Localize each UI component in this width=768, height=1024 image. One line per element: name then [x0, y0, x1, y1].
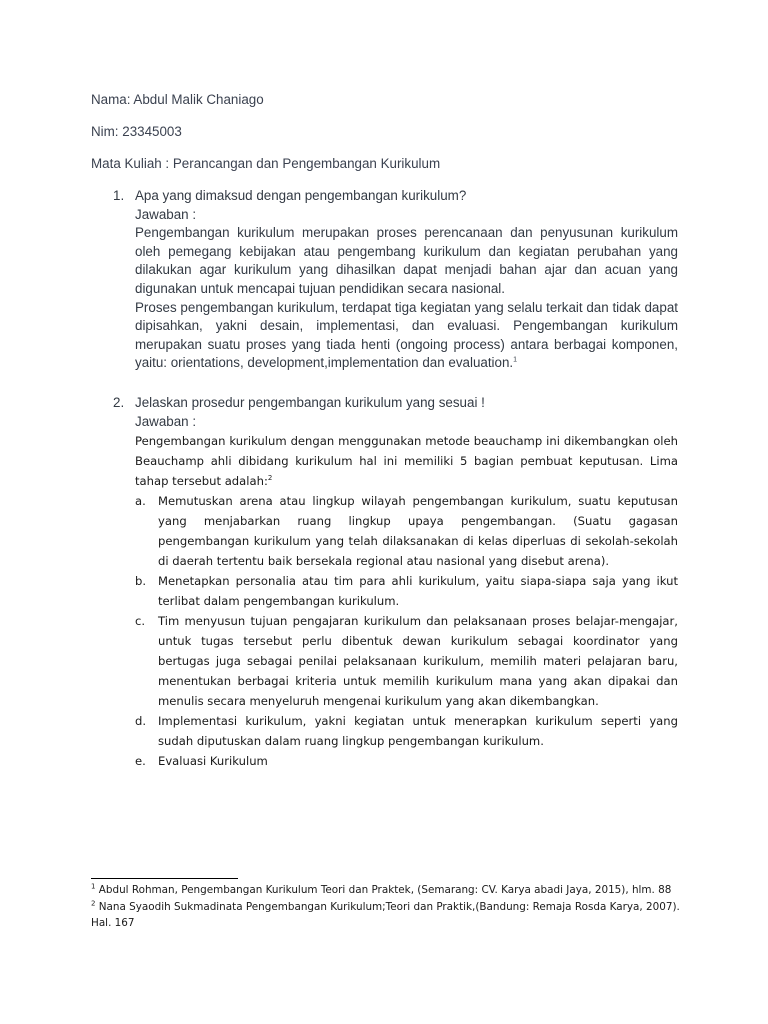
list-item-e [135, 751, 678, 771]
list-marker: a. [135, 494, 146, 509]
list-item-text: Implementasi kurikulum, yakni kegiatan untuk menerapkan kurikulum seperti yang sudah diputuskan dalam ruang lingkup pengembangan kurikulum. [158, 714, 678, 749]
list-marker: b. [135, 574, 147, 589]
list-item-text: Tim menyusun tujuan pengajaran kurikulum dan pelaksanaan proses belajar-mengajar, untuk tugas tersebut perlu dibentuk dewan kurikulum sebagai koordinator yang bertugas juga sebagai penilai pelaksanaan kurikulum, memilih materi pelajaran baru, menentukan berbagai kriteria untuk memilih kurikulum mana yang akan dipakai dan menulis secara menyeluruh mengenai kurikulum yang akan dikembangkan. [158, 614, 678, 709]
question-1-answer-label: Jawaban : [135, 206, 197, 222]
list-item-d [135, 711, 678, 751]
list-marker: e. [135, 754, 146, 769]
list-item-text: Menetapkan personalia atau tim para ahli kurikulum, yaitu siapa-siapa saja yang ikut terlibat dalam pengembangan kurikulum. [158, 574, 678, 609]
footnote-separator [91, 878, 238, 879]
footnote-ref-2[interactable]: 2 [267, 474, 273, 483]
footnote-1 [91, 882, 691, 899]
question-1 [113, 187, 678, 373]
list-marker: c. [135, 614, 146, 629]
question-1-number: 1. [113, 188, 125, 203]
footnote-number: 2 [91, 899, 96, 908]
question-2-text: Jelaskan prosedur pengembangan kurikulum yang sesuai ! [135, 395, 485, 410]
list-item-text: Memutuskan arena atau lingkup wilayah pengembangan kurikulum, suatu keputusan yang menjabarkan ruang lingkup upaya pengembangan. (Suatu gagasan pengembangan kurikulum yang telah dilaksanakan di kelas diperluas di sekolah-sekolah di daerah tertentu baik bersekala regional atau nasional yang disebut arena). [158, 494, 678, 569]
footnote-2 [91, 899, 691, 932]
footnotes [91, 882, 691, 932]
list-item-text: Evaluasi Kurikulum [158, 754, 268, 769]
course-name: Mata Kuliah : Perancangan dan Pengembangan Kurikulum [91, 156, 441, 171]
student-name: Nama: Abdul Malik Chaniago [91, 92, 264, 107]
list-marker: d. [135, 714, 147, 729]
question-1-answer-para-2-text: Proses pengembangan kurikulum, terdapat tiga kegiatan yang selalu terkait dan tidak dapat dipisahkan, yakni desain, implementasi, dan evaluasi. Pengembangan kurikulum merupakan suatu proses yang tiada henti (ongoing process) antara berbagai komponen, yaitu: orientations, development,implementation dan evaluation. [135, 299, 678, 371]
footnote-number: 1 [91, 882, 96, 891]
question-2-number: 2. [113, 395, 125, 410]
question-1-answer-para-2 [135, 299, 678, 373]
question-2-intro-text: Pengembangan kurikulum dengan menggunakan metode beauchamp ini dikembangkan oleh Beauchamp ahli dibidang kurikulum hal ini memiliki 5 bagian pembuat keputusan. Lima tahap tersebut adalah: [135, 434, 678, 489]
question-2-answer-label: Jawaban : [135, 413, 197, 429]
question-1-answer-para-1: Pengembangan kurikulum merupakan proses perencanaan dan penyusunan kurikulum oleh pemegang kebijakan atau pengembang kurikulum dan kegiatan perubahan yang dilakukan agar kurikulum yang dihasilkan dapat menjadi bahan ajar dan acuan yang digunakan untuk mencapai tujuan pendidikan secara nasional. [135, 225, 678, 296]
list-item-c [135, 611, 678, 711]
footnote-text: Abdul Rohman, Pengembangan Kurikulum Teori dan Praktek, (Semarang: CV. Karya abadi Jaya, 2015), hlm. 88 [98, 884, 672, 896]
footnote-text: Nana Syaodih Sukmadinata Pengembangan Kurikulum;Teori dan Praktik,(Bandung: Remaja Rosda Karya, 2007). Hal. 167 [91, 900, 680, 929]
question-1-text: Apa yang dimaksud dengan pengembangan kurikulum? [135, 188, 467, 203]
question-2-answer [135, 431, 678, 771]
question-2 [113, 394, 678, 771]
footnote-ref-1[interactable]: 1 [513, 356, 518, 364]
question-2-intro [135, 431, 678, 491]
list-item-b [135, 571, 678, 611]
student-id: Nim: 23345003 [91, 124, 182, 139]
list-item-a [135, 491, 678, 571]
